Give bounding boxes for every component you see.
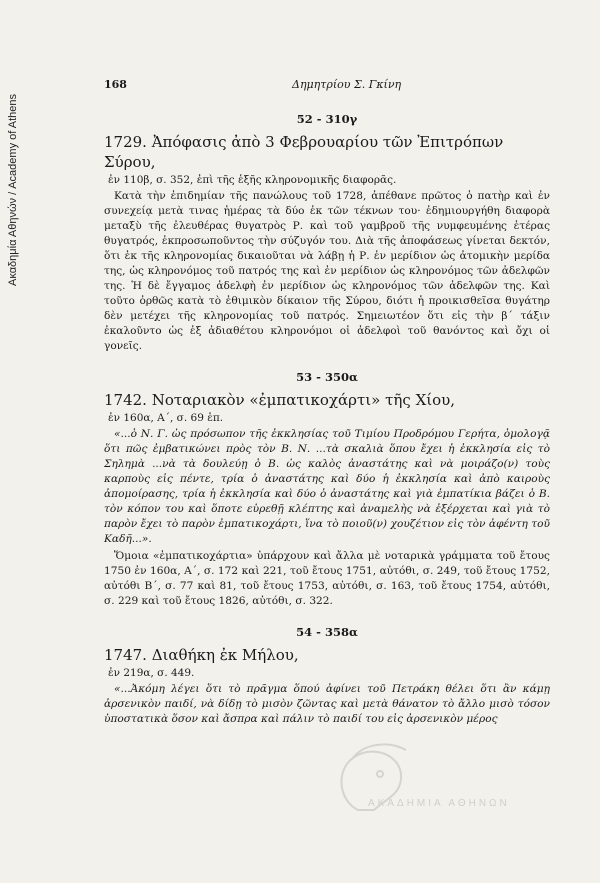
academy-watermark [318, 740, 568, 820]
section-52 [104, 112, 550, 354]
watermark-text: ΑΚΑΔΗΜΙΑ ΑΘΗΝΩΝ [368, 798, 510, 809]
section-label: 52 - 310γ [296, 112, 358, 126]
section-label: 54 - 358α [296, 625, 358, 639]
entry-title: 1742. Νοταριακὸν «ἐμπατικοχάρτι» τῆς Χίου, [104, 391, 456, 409]
running-title: Δημητρίου Σ. Γκίνη [292, 78, 402, 91]
side-label-text: Ακαδημία Αθηνών / Academy of Athens [7, 93, 19, 287]
entry-paragraph: Ὅμοια «ἐμπατικοχάρτια» ὑπάρχουν καὶ ἄλλα μὲ νοταρικὰ γράμματα τοῦ ἔτους 1750 ἐν 160α, Α΄, σ. 172 καὶ 221, τοῦ ἔτους 1751, αὐτόθι, σ. 249, τοῦ ἔτους 1752, αὐτόθι Β΄, σ. 77 καὶ 81, τοῦ ἔτους 1753, αὐτόθι, σ. 163, τοῦ ἔτους 1754, αὐτόθι, σ. 229 καὶ τοῦ ἔτους 1826, αὐτόθι, σ. 322. [104, 550, 550, 607]
page-header [104, 74, 550, 98]
document-page [104, 74, 550, 727]
section-54 [104, 625, 550, 727]
entry-reference: ἐν 160α, Α΄, σ. 69 ἑπ. [108, 412, 224, 424]
entry-reference: ἐν 219α, σ. 449. [108, 667, 195, 679]
section-53 [104, 370, 550, 609]
entry-quote: «...ὁ Ν. Γ. ὡς πρόσωπον τῆς ἐκκλησίας τοῦ Τιμίου Προδρόμου Γερήτα, ὁμολογᾷ ὅτι πῶς ἐμβατικώνει πρὸς τὸν Β. Ν. ...τὰ σκαλιὰ ὅπου ἔχει ἡ ἐκκλησία εἰς τὸ Σηλημὰ ...νὰ τὰ δουλεύῃ ὁ Β. ὡς καλὸς ἀναστάτης καὶ νὰ μοιράζο(ν) τοὺς καρποὺς εἰς πέντε, τρία ὁ ἀναστάτης καὶ δύο ἡ ἐκκλησία καὶ ἀπὸ καιροὺς ἀπομοίρασης, τρία ἡ ἐκκλησία καὶ δύο ὁ ἀναστάτης καὶ γιὰ ἐμπατίκια βάζει ὁ Β. τὸν κόπον του καὶ ὅποτε εὑρεθῇ κλέπτης καὶ ἀναμελὴς νὰ ἐξέρχεται καὶ γιὰ τὸ παρὸν ἔχει τὸ παρὸν ἐμπατικοχάρτι, ἵνα τὸ ποιοῦ(ν) χουζέτιον εἰς τὸν ἀφέντη τοῦ Καδῆ...». [104, 428, 550, 545]
section-label: 53 - 350α [296, 370, 358, 384]
entry-quote: «...Ἀκόμη λέγει ὅτι τὸ πρᾶγμα ὅπού ἀφίνει τοῦ Πετράκη θέλει ὅτι ἂν κάμῃ ἀρσενικὸν παιδί, νὰ δίδῃ τὸ μισὸν ζῶντας καὶ μετὰ θάνατον τὸ ἄλλο μισὸ τόσον ὑποστατικὰ ὅσον καὶ ἄσπρα καὶ πάλιν τὸ παιδί του εἰς ἀρσενικὸν μέρος [104, 683, 550, 725]
side-label [2, 40, 24, 340]
entry-reference: ἐν 110β, σ. 352, ἐπὶ τῆς ἑξῆς κληρονομικῆς διαφορᾶς. [108, 174, 397, 186]
entry-paragraph: Κατὰ τὴν ἐπιδημίαν τῆς πανώλους τοῦ 1728, ἀπέθανε πρῶτος ὁ πατὴρ καὶ ἐν συνεχείᾳ μετὰ τινας ἡμέρας τὰ δύο ἐκ τῶν τέκνων του· ἐδημιουργήθη διαφορὰ μεταξὺ τῆς ἐλευθέρας θυγατρὸς Ρ. καὶ τοῦ γαμβροῦ τῆς νυμφευμένης ἑτέρας θυγατρός, ἐκπροσωποῦντος τὴν σύζυγόν του. Διὰ τῆς ἀποφάσεως γίνεται δεκτόν, ὅτι ἐκ τῆς κληρονομίας δικαιοῦται νὰ λάβῃ ἡ Ρ. ἐν μερίδιον ὡς ἀτομικὴν μερίδα της, ὡς κληρονόμος τοῦ πατρός της καὶ ἐν μερίδιον ὡς κληρονόμος τῶν ἀδελφῶν της. Ἡ δὲ ἔγγαμος ἀδελφὴ ἐν μερίδιον ὡς κληρονόμος τῶν ἀδελφῶν της. Καὶ τοῦτο ὀρθῶς κατὰ τὸ ἐθιμικὸν δίκαιον τῆς Σύρου, διότι ἡ προικισθεῖσα θυγάτηρ δὲν μετέχει τῆς κληρονομίας τοῦ πατρός. Σημειωτέον ὅτι εἰς τὴν β΄ τάξιν ἐκαλοῦντο ὡς ἐξ ἀδιαθέτου κληρονόμοι οἱ ἀδελφοὶ τοῦ θανόντος καὶ ὄχι οἱ γονεῖς. [104, 190, 550, 352]
entry-title: 1747. Διαθήκη ἐκ Μήλου, [104, 646, 299, 664]
page-number: 168 [104, 78, 127, 91]
entry-title: 1729. Ἀπόφασις ἀπὸ 3 Φεβρουαρίου τῶν Ἐπιτρόπων Σύρου, [104, 133, 504, 171]
